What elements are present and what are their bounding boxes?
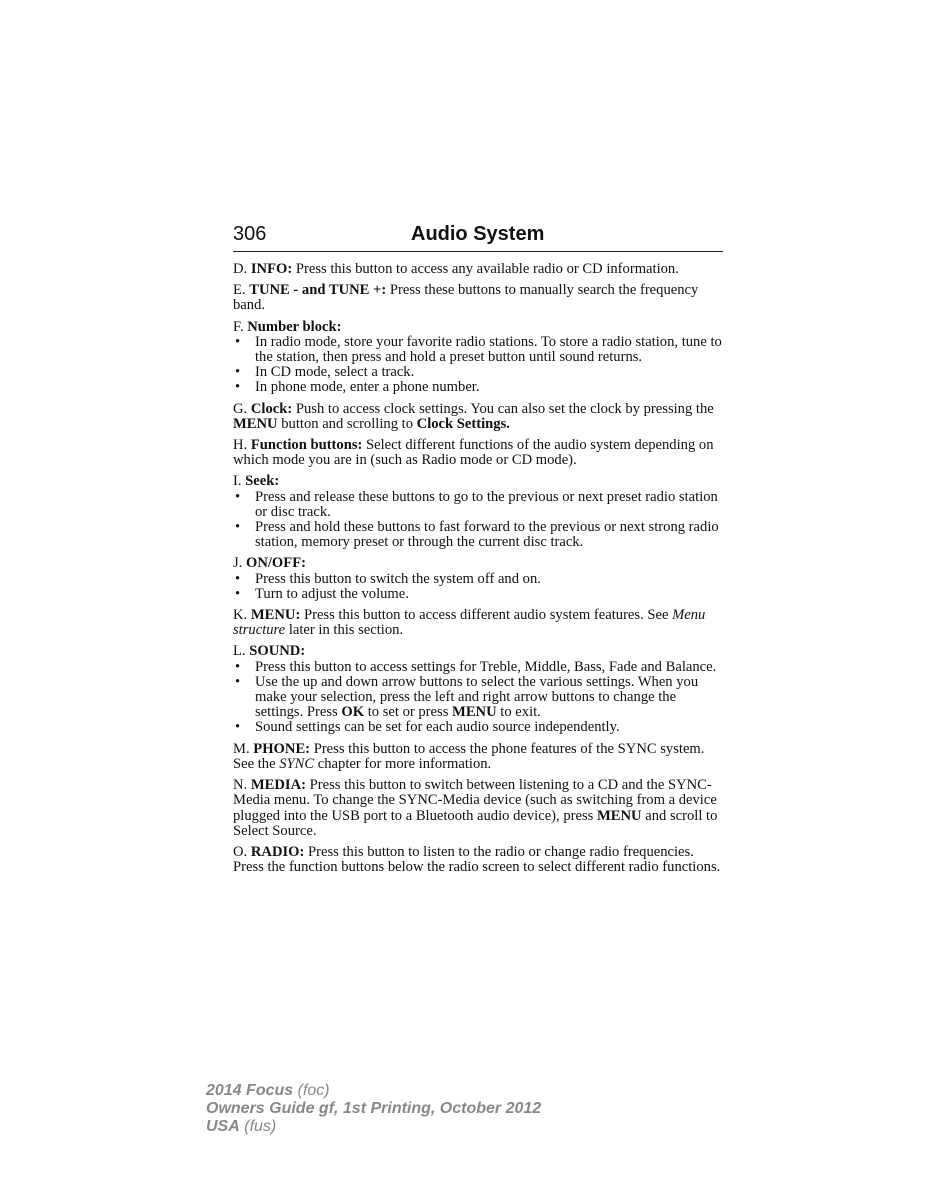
- item-d: [233, 262, 725, 277]
- bullet-item: • In phone mode, enter a phone number.: [233, 380, 725, 395]
- item-label: Number block:: [247, 318, 342, 335]
- item-letter: H.: [233, 437, 248, 454]
- page-header: [233, 223, 723, 252]
- item-text: later in this section.: [288, 622, 404, 639]
- item-letter: N.: [233, 777, 248, 794]
- item-letter: D.: [233, 261, 248, 277]
- bullet-text: to exit.: [500, 704, 541, 721]
- item-letter: G.: [233, 400, 248, 417]
- item-letter: F.: [233, 318, 244, 335]
- bullet-item: [233, 675, 725, 721]
- footer-market: USA: [206, 1118, 240, 1135]
- item-j: [233, 556, 725, 571]
- footer-market-code: (fus): [244, 1118, 277, 1135]
- item-m: [233, 742, 725, 772]
- item-label: RADIO:: [250, 843, 305, 860]
- item-text: Push to access clock settings. You can also set the clock by pressing the: [295, 400, 714, 417]
- item-l-bullets: [233, 660, 725, 736]
- bullet-text: to set or press: [367, 704, 449, 721]
- item-text: Press this button to access the phone features of the SYNC system. See the: [233, 740, 705, 772]
- item-text: Press these buttons to manually search the frequency band.: [233, 282, 699, 314]
- item-g: [233, 402, 725, 432]
- item-letter: J.: [233, 555, 243, 572]
- item-label: Clock:: [250, 400, 293, 417]
- item-i: [233, 474, 725, 489]
- item-text: Press this button to access different audio system features. See: [303, 607, 669, 624]
- clock-settings-keyword: Clock Settings.: [416, 415, 510, 432]
- item-h: [233, 438, 725, 468]
- page-number: 306: [233, 223, 267, 245]
- item-label: MENU:: [250, 607, 301, 624]
- ok-keyword: OK: [341, 704, 365, 721]
- bullet-text: Use the up and down arrow buttons to select the various settings. When you make your selection, press the left and right arrow buttons to change the settings. Press: [255, 673, 699, 721]
- footer-line-3: [206, 1118, 541, 1136]
- footer-model: 2014 Focus: [206, 1082, 294, 1099]
- item-text: Press this button to access any available radio or CD information.: [295, 261, 679, 277]
- menu-keyword: MENU: [596, 807, 642, 824]
- menu-keyword: MENU: [233, 415, 278, 432]
- bullet-item: • Press and release these buttons to go to the previous or next preset radio station or disc track.: [233, 490, 725, 520]
- item-j-bullets: [233, 572, 725, 602]
- footer-line-2: Owners Guide gf, 1st Printing, October 2012: [206, 1100, 542, 1117]
- bullet-item: • Press this button to switch the system off and on.: [233, 572, 725, 587]
- item-text: Press this button to listen to the radio or change radio frequencies. Press the function buttons below the radio screen to select different radio functions.: [233, 843, 721, 876]
- footer-model-code: (foc): [297, 1082, 330, 1099]
- bullet-item: • Turn to adjust the volume.: [233, 587, 725, 602]
- item-label: PHONE:: [253, 740, 311, 757]
- item-label: MEDIA:: [250, 777, 306, 794]
- page-footer: [206, 1082, 541, 1136]
- item-f-bullets: [233, 335, 725, 396]
- item-label: SOUND:: [249, 643, 306, 660]
- item-l: [233, 644, 725, 659]
- item-k: [233, 608, 725, 638]
- item-text: and scroll to Select Source.: [233, 807, 718, 839]
- item-letter: L.: [233, 643, 246, 660]
- item-o: [233, 845, 725, 875]
- item-f: [233, 320, 725, 335]
- footer-line-1: [206, 1082, 541, 1100]
- page-body: [233, 262, 725, 881]
- item-text: Select different functions of the audio system depending on which mode you are in (such as Radio mode or CD mode).: [233, 437, 714, 469]
- item-label: TUNE - and TUNE +:: [249, 282, 387, 299]
- item-text: Press this button to switch between listening to a CD and the SYNC-Media menu. To change the SYNC-Media device (such as switching from a device plugged into the USB port to a Bluetooth audio device), press: [233, 777, 717, 824]
- item-text: button and scrolling to: [281, 415, 413, 432]
- item-i-bullets: [233, 490, 725, 551]
- item-letter: I.: [233, 473, 242, 490]
- item-n: [233, 778, 725, 839]
- item-text: chapter for more information.: [317, 755, 492, 772]
- item-label: Seek:: [245, 473, 280, 490]
- bullet-item: • In radio mode, store your favorite radio stations. To store a radio station, tune to the station, then press and hold a preset button until sound returns.: [233, 335, 725, 365]
- bullet-item: • Press and hold these buttons to fast forward to the previous or next strong radio station, memory preset or through the current disc track.: [233, 520, 725, 550]
- menu-structure-reference: Menu structure: [233, 607, 706, 639]
- bullet-item: • In CD mode, select a track.: [233, 365, 725, 380]
- item-label: INFO:: [250, 261, 293, 277]
- bullet-item: • Press this button to access settings for Treble, Middle, Bass, Fade and Balance.: [233, 660, 725, 675]
- item-label: ON/OFF:: [245, 555, 306, 572]
- item-letter: E.: [233, 282, 246, 299]
- bullet-item: • Sound settings can be set for each audio source independently.: [233, 720, 725, 735]
- menu-keyword: MENU: [452, 704, 497, 721]
- item-e: [233, 283, 725, 313]
- item-letter: O.: [233, 843, 248, 860]
- item-letter: K.: [233, 607, 248, 624]
- page-title: Audio System: [411, 223, 545, 245]
- item-label: Function buttons:: [250, 437, 363, 454]
- sync-reference: SYNC: [279, 755, 315, 772]
- item-letter: M.: [233, 740, 250, 757]
